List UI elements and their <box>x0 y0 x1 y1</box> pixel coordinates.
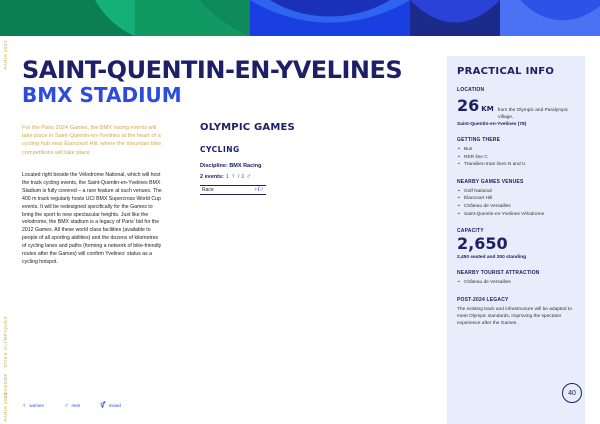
gender-legend <box>22 402 121 409</box>
top-decorative-banner <box>0 0 600 36</box>
venue-title-city: SAINT-QUENTIN-EN-YVELINES <box>22 56 403 84</box>
events-label: 2 events: <box>200 173 224 180</box>
capacity-section <box>457 228 575 260</box>
olympic-games-heading: OLYMPIC GAMES <box>200 122 295 133</box>
nearby-venues-heading: NEARBY GAMES VENUES <box>457 178 524 185</box>
getting-there-section <box>457 137 575 169</box>
tourist-attraction-heading: NEARBY TOURIST ATTRACTION <box>457 270 540 277</box>
discipline-label: Discipline: BMX Racing <box>200 163 262 169</box>
events-separator: / <box>237 173 240 180</box>
side-running-text <box>3 40 13 420</box>
events-female-count: 1 <box>225 173 229 180</box>
sport-heading: CYCLING <box>200 145 240 154</box>
female-icon: ♀ <box>22 402 27 409</box>
distance-unit: KM <box>481 105 494 113</box>
side-text-bottom: PARIS 2024 <box>3 392 8 422</box>
location-section <box>457 87 575 127</box>
event-row-race <box>200 185 266 195</box>
distance-value: 26 <box>457 96 480 115</box>
legend-item-women <box>22 402 44 409</box>
legend-label: men <box>71 403 81 408</box>
capacity-heading: CAPACITY <box>457 228 484 235</box>
nearby-venues-list <box>457 188 575 218</box>
getting-there-heading: GETTING THERE <box>457 137 501 143</box>
tourist-attraction-list <box>457 279 575 287</box>
tourist-attraction-section <box>457 270 575 287</box>
distance-text: from the Olympic and Paralympic Village, <box>497 108 569 120</box>
legacy-heading: POST-2024 LEGACY <box>457 296 509 303</box>
list-item: • Château de Versailles <box>457 279 575 287</box>
location-heading: LOCATION <box>457 87 485 93</box>
female-icon: ♀ <box>230 173 236 180</box>
race-gender-icon: ♀/♂ <box>253 187 264 193</box>
capacity-breakdown: 2,450 seated and 200 standing <box>457 255 527 261</box>
body-paragraph: Located right beside the Vélodrome National, which will host the track cycling events, the Saint-Quentin-en-Yvelines BMX Stadium is fully covered – a rare feature at such venues. The 400 m track regularly hosts UCI BMX Supercross World Cup events. It will be redesigned specifically for the Games to bring the sport to new spectacular heights. Just like the velodrome, the BMX stadium is a legacy of Paris' bid for the 2012 Games. All these world class facilities (available to people of all sporting abilities) and the dozens of kilometres of cycling lanes and paths (forming a network of bike-friendly routes after the Games) will confirm Yvelines' status as a cycling hotspot. <box>22 172 162 265</box>
legend-item-men <box>64 402 80 409</box>
legend-label: mixed <box>108 403 121 408</box>
practical-info-panel <box>447 56 585 424</box>
legend-item-mixed <box>100 402 120 409</box>
legacy-section <box>457 297 575 328</box>
page-number: 40 <box>562 383 582 403</box>
list-item: • Saint-Quentin-en-Yvelines Vélodrome <box>457 211 575 219</box>
race-label: Race <box>202 187 214 193</box>
location-place: Saint-Quentin-en-Yvelines (78) <box>457 122 527 127</box>
venue-title-stadium: BMX STADIUM <box>22 83 182 107</box>
list-item: • Château de Versailles <box>457 203 575 211</box>
male-icon: ♂ <box>246 173 252 180</box>
list-item: • Transilien train lines N and U <box>457 161 575 169</box>
list-item: • Élancourt Hill <box>457 195 575 203</box>
list-item: • Bus <box>457 146 575 154</box>
male-icon: ♂ <box>64 402 69 409</box>
events-count <box>200 173 251 180</box>
nearby-venues-section <box>457 179 575 218</box>
side-text-top: PARIS 2024 <box>3 40 8 70</box>
side-text-middle: LÉGENDE · SITES OLYMPIQUES <box>3 316 8 399</box>
legend-label: women <box>29 403 45 408</box>
practical-info-title: PRACTICAL INFO <box>457 66 555 77</box>
list-item: • RER line C <box>457 154 575 162</box>
capacity-value: 2,650 <box>457 234 508 254</box>
intro-paragraph: For the Paris 2024 Games, the BMX racing events will take place in Saint-Quentin-en-Yvelines at the heart of a cycling hub near Élancourt Hill, where the mountain bike competitions will take place. <box>22 125 162 156</box>
mixed-gender-icon: ⚥ <box>100 403 106 409</box>
getting-there-list <box>457 146 575 169</box>
list-item: • Golf National <box>457 188 575 196</box>
events-male-count: 1 <box>241 173 245 180</box>
legacy-text: The existing track and infrastructure will be adapted to meet Olympic standards, improving the spectator experience after the Games. <box>457 306 572 327</box>
